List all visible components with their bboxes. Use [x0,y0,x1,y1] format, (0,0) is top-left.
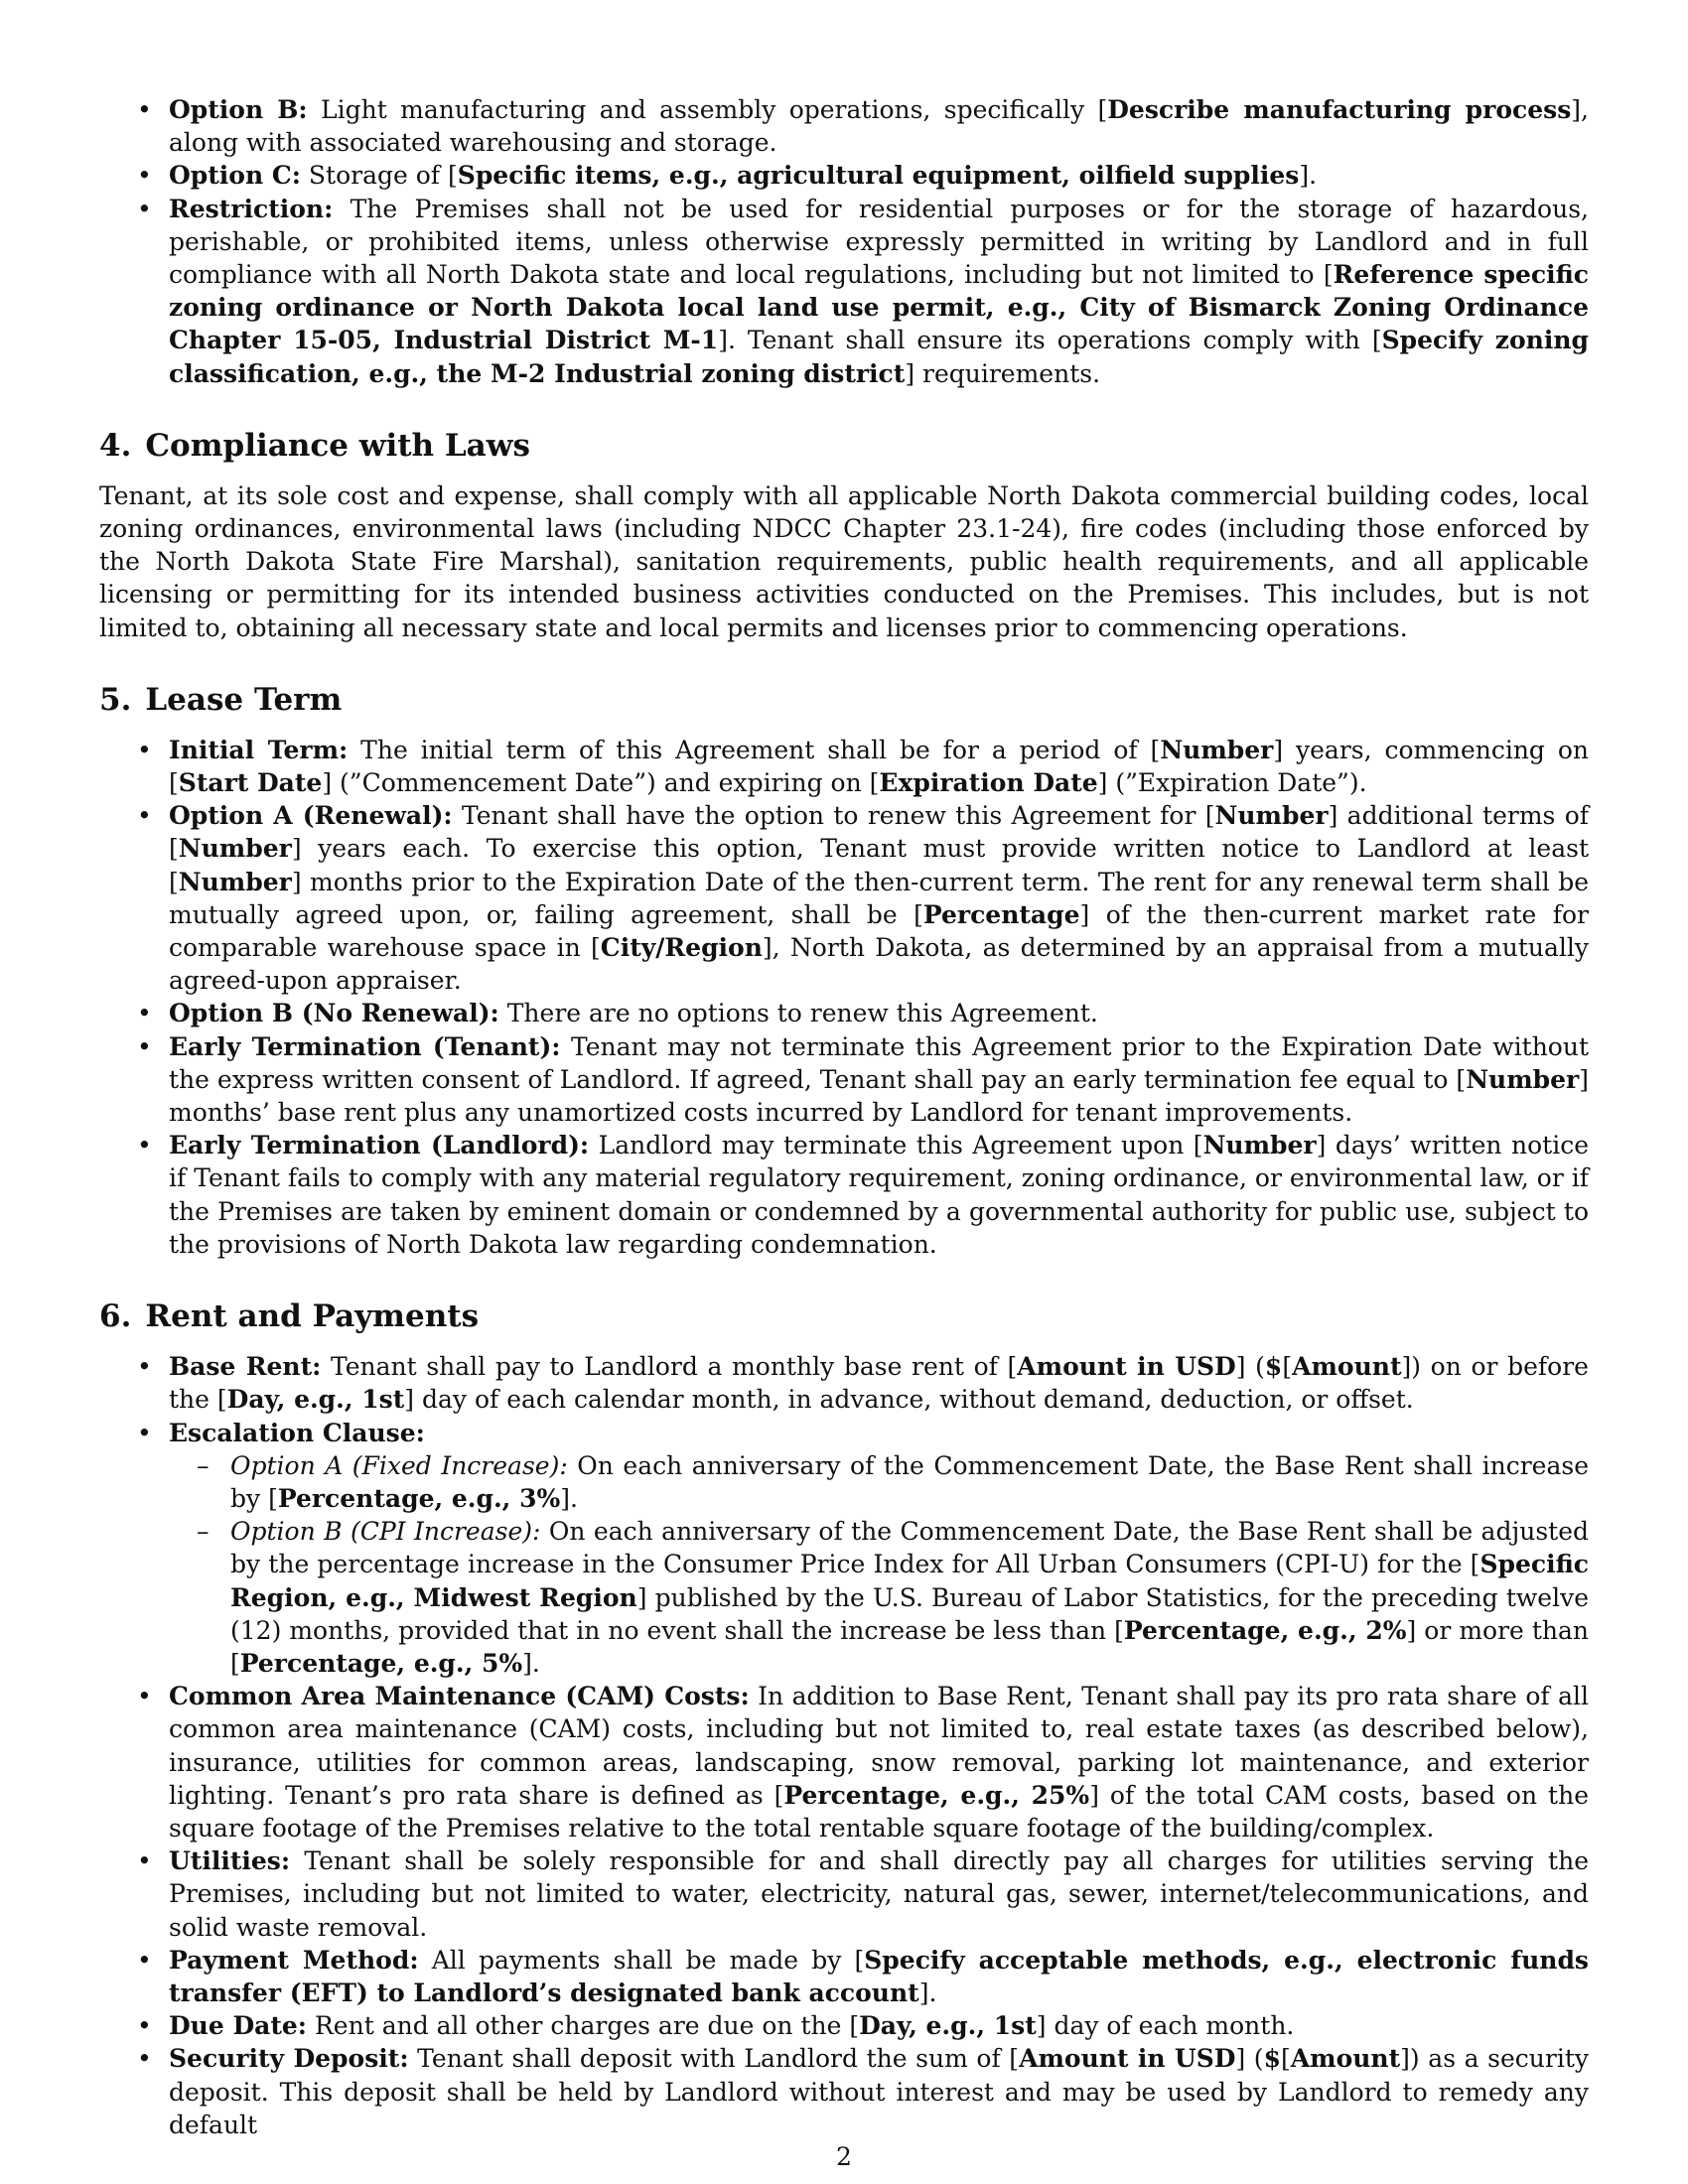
lease-term-list [99,734,1589,1261]
section-heading-rent: 6. Rent and Payments [99,1298,480,1335]
rent-payments-list [99,1350,1589,2141]
use-options-list [99,93,1589,390]
list-item: – Option A (Fixed Increase): On each anniversary of the Commencement Date, the Base Rent shall increase by [Percentage, e.g., 3%]. [169,1449,1589,1515]
section-heading-lease-term: 5. Lease Term [99,681,343,718]
list-item: • Restriction: The Premises shall not be used for residential purposes or for the storage of hazardous, perishable, or prohibited items, unless otherwise expressly permitted in writing by Landlord and in full compliance with all North Dakota state and local regulations, including but not limited to [Reference specific zoning ordinance or North Dakota local land use permit, e.g., City of Bismarck Zoning Ordinance Chapter 15-05, Industrial District M-1]. Tenant shall ensure its operations comply with [Specify zoning classification, e.g., the M-2 Industrial zoning district] requirements. [99,193,1589,390]
list-item: • Option C: Storage of [Specific items, e.g., agricultural equipment, oilfield supplies]. [99,159,1589,192]
list-item: • Common Area Maintenance (CAM) Costs: In addition to Base Rent, Tenant shall pay its pro rata share of all common area maintenance (CAM) costs, including but not limited to, real estate taxes (as described below), insurance, utilities for common areas, landscaping, snow removal, parking lot maintenance, and exterior lighting. Tenant’s pro rata share is defined as [Percentage, e.g., 25%] of the total CAM costs, based on the square footage of the Premises relative to the total rentable square footage of the building/complex. [99,1680,1589,1844]
list-item: • Early Termination (Landlord): Landlord may terminate this Agreement upon [Number] days’ written notice if Tenant fails to comply with any material regulatory requirement, zoning ordinance, or environmental law, or if the Premises are taken by eminent domain or condemned by a governmental authority for public use, subject to the provisions of North Dakota law regarding condemnation. [99,1129,1589,1261]
list-item: • Payment Method: All payments shall be made by [Specify acceptable methods, e.g., electronic funds transfer (EFT) to Landlord’s designated bank account]. [99,1944,1589,2009]
list-item: • Option B (No Renewal): There are no options to renew this Agreement. [99,997,1589,1029]
escalation-options-list [169,1449,1589,1680]
section-heading-compliance: 4. Compliance with Laws [99,427,530,464]
list-item: • Option B: Light manufacturing and assembly operations, specifically [Describe manufacturing process], along with associated warehousing and storage. [99,93,1589,159]
list-item: • Due Date: Rent and all other charges are due on the [Day, e.g., 1st] day of each month. [99,2009,1589,2042]
list-item: – Option B (CPI Increase): On each anniversary of the Commencement Date, the Base Rent shall be adjusted by the percentage increase in the Consumer Price Index for All Urban Consumers (CPI-U) for the [Specific Region, e.g., Midwest Region] published by the U.S. Bureau of Labor Statistics, for the preceding twelve (12) months, provided that in no event shall the increase be less than [Percentage, e.g., 2%] or more than [Percentage, e.g., 5%]. [169,1515,1589,1680]
list-item: • Option A (Renewal): Tenant shall have the option to renew this Agreement for [Number] additional terms of [Number] years each. To exercise this option, Tenant must provide written notice to Landlord at least [Number] months prior to the Expiration Date of the then-current term. The rent for any renewal term shall be mutually agreed upon, or, failing agreement, shall be [Percentage] of the then-current market rate for comparable warehouse space in [City/Region], North Dakota, as determined by an appraisal from a mutually agreed-upon appraiser. [99,799,1589,997]
list-item: • Early Termination (Tenant): Tenant may not terminate this Agreement prior to the Expiration Date without the express written consent of Landlord. If agreed, Tenant shall pay an early termination fee equal to [Number] months’ base rent plus any unamortized costs incurred by Landlord for tenant improvements. [99,1030,1589,1130]
list-item: • Base Rent: Tenant shall pay to Landlord a monthly base rent of [Amount in USD] ($[Amount]) on or before the [Day, e.g., 1st] day of each calendar month, in advance, without demand, deduction, or offset. [99,1350,1589,1416]
list-item: • Utilities: Tenant shall be solely responsible for and shall directly pay all charges for utilities serving the Premises, including but not limited to water, electricity, natural gas, sewer, internet/telecommunications, and solid waste removal. [99,1844,1589,1944]
page-number: 2 [836,2142,852,2171]
list-item: • Escalation Clause: – Option A (Fixed Increase): On each anniversary of the Commencement Date, the Base Rent shall increase by [Percentage, e.g., 3%]. – Option B (CPI Increase): On each anniversary of the Commencement Date, the Base Rent shall be adjusted by the percentage increase in the Consumer Price Index for All Urban Consumers (CPI-U) for the [Specific Region, e.g., Midwest Region] published by the U.S. Bureau of Labor Statistics, for the preceding twelve (12) months, provided that in no event shall the increase be less than [Percentage, e.g., 2%] or more than [Percentage, e.g., 5%]. [99,1417,1589,1681]
document-page [99,93,1589,2141]
compliance-paragraph: Tenant, at its sole cost and expense, shall comply with all applicable North Dakota commercial building codes, local zoning ordinances, environmental laws (including NDCC Chapter 23.1-24), fire codes (including those enforced by the North Dakota State Fire Marshal), sanitation requirements, public health requirements, and all applicable licensing or permitting for its intended business activities conducted on the Premises. This includes, but is not limited to, obtaining all necessary state and local permits and licenses prior to commencing operations. [99,480,1589,642]
list-item: • Initial Term: The initial term of this Agreement shall be for a period of [Number] years, commencing on [Start Date] (”Commencement Date”) and expiring on [Expiration Date] (”Expiration Date”). [99,734,1589,799]
list-item: • Security Deposit: Tenant shall deposit with Landlord the sum of [Amount in USD] ($[Amount]) as a security deposit. This deposit shall be held by Landlord without interest and may be used by Landlord to remedy any default [99,2042,1589,2141]
